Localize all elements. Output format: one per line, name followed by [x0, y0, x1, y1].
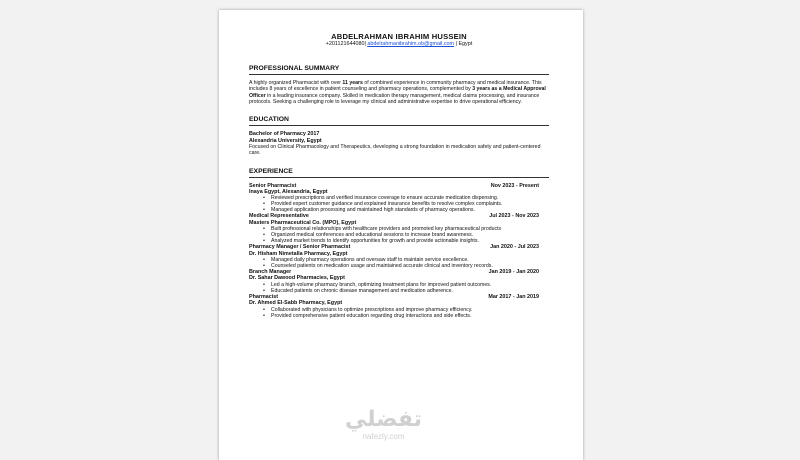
job-title: Branch Manager — [249, 269, 292, 276]
education-school: Alexandria University, Egypt — [249, 137, 322, 144]
job-bullet: • Analyzed market trends to identify opportunities for growth and provide actionable insights. — [271, 238, 549, 244]
job-dates: Jan 2020 - Jul 2023 — [490, 244, 539, 251]
summary-role: 3 years as a Medical Approval Officer — [249, 86, 546, 99]
resume-content — [249, 32, 549, 319]
watermark-url: nafezly.com — [362, 432, 405, 441]
experience-divider — [249, 177, 549, 178]
job-bullets — [249, 282, 549, 294]
job-bullet: • Managed daily pharmacy operations and oversaw staff to maintain service excellence. — [271, 257, 549, 263]
education-divider — [249, 125, 549, 126]
experience-heading: EXPERIENCE — [249, 167, 293, 175]
site-watermark — [345, 408, 422, 441]
job-organization: Dr. Hisham Nimetalla Pharmacy, Egypt — [249, 250, 348, 257]
job-dates: Mar 2017 - Jan 2019 — [488, 293, 539, 300]
contact-line — [249, 41, 549, 48]
job-title: Medical Representative — [249, 213, 309, 220]
email-link[interactable]: abdelrahmanibrahim.ob@gmail.com — [367, 41, 455, 47]
candidate-name: ABDELRAHMAN IBRAHIM HUSSEIN — [331, 32, 467, 41]
watermark-logo-text: تفضلي — [345, 407, 423, 432]
job-organization: Masters Pharmaceutical Co. (MPO), Egypt — [249, 219, 357, 226]
job-bullet: • Provided expert customer guidance and explained insurance benefits to resolve complex complaints. — [271, 201, 549, 207]
job-bullet: • Educated patients on chronic disease management and medication adherence. — [271, 288, 549, 294]
job-organization: Inaya Egypt, Alexandria, Egypt — [249, 189, 328, 195]
job-bullet: • Reviewed prescriptions and verified insurance coverage to ensure accurate medication dispensing. — [271, 195, 549, 201]
job-bullet: • Led a high-volume pharmacy branch, optimizing treatment plans for improved patient outcomes. — [271, 282, 549, 288]
summary-divider — [249, 74, 549, 75]
job-bullet: • Built professional relationships with healthcare providers and promoted key pharmaceutical products — [271, 226, 549, 232]
job-title: Pharmacist — [249, 293, 279, 300]
summary-years: 11 years — [342, 80, 363, 86]
job-dates: Nov 2023 - Present — [490, 182, 539, 189]
job-bullets — [249, 257, 549, 269]
job-bullets — [249, 307, 549, 319]
job-dates: Jul 2023 - Nov 2023 — [489, 213, 539, 220]
education-description: Focused on Clinical Pharmacology and Therapeutics, developing a strong foundation in medication safety and patient-centered care. — [249, 144, 541, 157]
job-bullet: • Counseled patients on medication usage and maintained accurate clinical and inventory records. — [271, 263, 549, 269]
job-bullet: • Provided comprehensive patient education regarding drug interactions and side effects. — [271, 313, 549, 319]
job-dates: Jan 2019 - Jan 2020 — [488, 269, 539, 276]
job-organization: Dr. Sahar Dawood Pharmacies, Egypt — [249, 275, 345, 282]
summary-heading: PROFESSIONAL SUMMARY — [249, 65, 340, 72]
phone-number: +201121644080| — [325, 41, 366, 47]
job-bullet: • Organized medical conferences and educational sessions to increase brand awareness. — [271, 232, 549, 238]
education-heading: EDUCATION — [249, 116, 289, 124]
job-bullets — [249, 195, 549, 213]
summary-text: A highly organized Pharmacist with over 11 years of combined experience in community pharmacy and medical insurance. This includes 8 years of excellence in patient counseling and pharmacy operations, complemented by 3 years as a Medical Approval Officer in a leading insurance company. Skilled in medication therapy management, medical claims processing, and insurance protocols. Seeking a challenging role to leverage my clinical and administrative expertise to drive operational efficiency. — [249, 80, 546, 105]
job-bullets — [249, 226, 549, 244]
location: | Egypt — [455, 41, 473, 47]
job-organization: Dr. Ahmed El-Sabb Pharmacy, Egypt — [249, 300, 343, 307]
job-title: Pharmacy Manager / Senior Pharmacist — [249, 244, 351, 251]
job-title: Senior Pharmacist — [249, 182, 297, 189]
resume-page — [219, 10, 583, 460]
job-bullet: • Collaborated with physicians to optimize prescriptions and improve pharmacy efficiency. — [271, 307, 549, 313]
education-degree: Bachelor of Pharmacy 2017 — [249, 131, 320, 138]
job-bullet: • Managed application processing and maintained high standards of pharmacy operations. — [271, 207, 549, 213]
